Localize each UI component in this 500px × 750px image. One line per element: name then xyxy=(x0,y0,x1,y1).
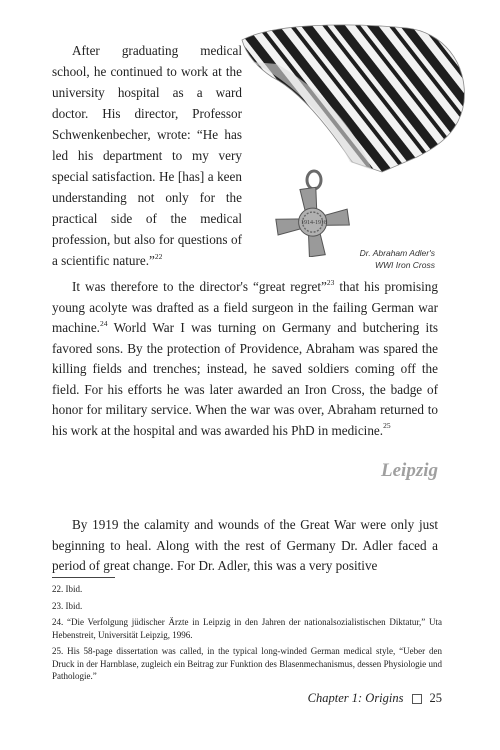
footnote-22: 22. Ibid. xyxy=(52,584,83,594)
square-separator-icon xyxy=(412,694,422,704)
medal-year-text: 1914-1918 xyxy=(301,220,327,226)
war-paragraph-text-3: World War I was turning on Germany and butchering its favored sons. By the protection of Providence, Abraham was spared the killing fields and trenches; instead, he saved soldiers coming off the field. For his efforts he was later awarded an Iron Cross, the badge of honor for military service. When the war was over, Abraham returned to his work at the hospital and was awarded his PhD in medicine. xyxy=(52,320,438,438)
war-paragraph xyxy=(52,277,438,441)
footnote-25: 25. His 58-page dissertation was called, in the typical long-winded German medical style, “Ueber den Druck in der Harnblase, zugleich ein Beitrag zur Funktion des Blasenmechanismus, dessen Physiologie und Pathologie.” xyxy=(52,646,442,681)
iron-cross-medal-image xyxy=(232,22,472,257)
section-heading: Leipzig xyxy=(381,460,438,481)
caption-line-1: Dr. Abraham Adler's xyxy=(359,248,435,258)
footnote-23: 23. Ibid. xyxy=(52,600,83,611)
leipzig-paragraph xyxy=(52,515,438,577)
chapter-title: Chapter 1: Origins xyxy=(307,691,404,705)
intro-paragraph xyxy=(52,40,242,271)
footnote-ref-22: 22 xyxy=(154,251,163,261)
war-paragraph-text-1: It was therefore to the director's “great regret” xyxy=(72,279,327,294)
intro-paragraph-text: After graduating medical school, he continued to work at the university hospital as a ward doctor. His director, Professor Schwenkenbecher, wrote: “He has led his department to my very special satisfaction. He [has] a keen understanding not only for the practical side of the medical profession, but also for questions of a scientific nature.” xyxy=(52,43,242,268)
footnote-ref-25: 25 xyxy=(383,421,391,431)
leipzig-paragraph-text: By 1919 the calamity and wounds of the Great War were only just beginning to heal. Along with the rest of Germany Dr. Adler faced a period of great change. For Dr. Adler, this was a very positive xyxy=(52,517,438,573)
page-footer xyxy=(308,691,442,706)
caption-line-2: WWI Iron Cross xyxy=(375,260,435,270)
iron-cross-photo xyxy=(232,22,472,257)
footnote-24: 24. “Die Verfolgung jüdischer Ärzte in Leipzig in den Jahren der nationalsozialistischen Diktatur,” Uta Hebenstreit, Universität Leipzig, 1996. xyxy=(52,617,442,640)
footnote-divider xyxy=(52,577,115,578)
footnotes xyxy=(52,583,442,687)
page-number: 25 xyxy=(429,691,442,705)
war-paragraph-text-2: that his promising young acolyte was drafted as a field surgeon in the failing German war machine. xyxy=(52,279,438,335)
medal-ring xyxy=(307,171,321,189)
footnote-ref-23: 23 xyxy=(326,277,335,287)
image-caption xyxy=(330,247,435,271)
footnote-ref-24: 24 xyxy=(99,318,108,328)
